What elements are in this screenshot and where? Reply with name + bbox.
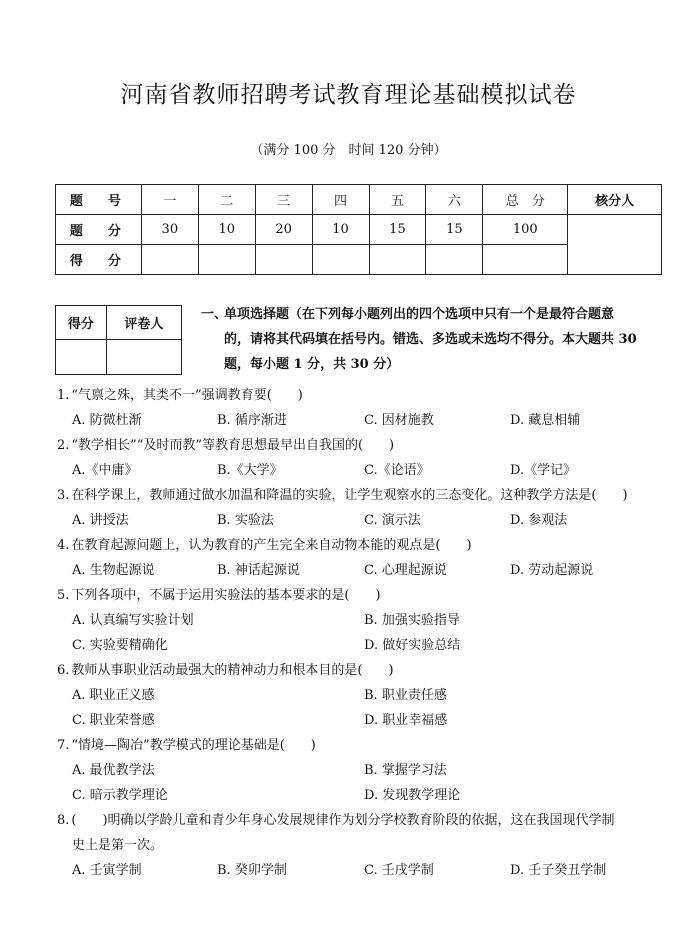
option-a[interactable]: A. 壬寅学制 <box>72 863 142 878</box>
column-header: 六 <box>426 185 483 215</box>
option-d[interactable]: D.《学记》 <box>510 463 577 478</box>
option-a[interactable]: A. 生物起源说 <box>72 563 155 578</box>
option-b[interactable]: B. 职业责任感 <box>364 688 447 703</box>
section-number: 一、 <box>201 307 228 322</box>
column-header: 四 <box>312 185 369 215</box>
grader-score-cell[interactable] <box>56 340 107 375</box>
row-label-points: 题 分 <box>56 215 142 245</box>
earned-cell[interactable] <box>312 245 369 275</box>
earned-cell[interactable] <box>369 245 426 275</box>
grader-reviewer-cell[interactable] <box>106 340 181 375</box>
question-stem: 4. 在教育起源问题上，认为教育的产生完全来自动物本能的观点是( ) <box>57 538 472 553</box>
points-cell: 30 <box>141 215 198 245</box>
option-b[interactable]: B. 掌握学习法 <box>364 763 447 778</box>
earned-cell[interactable] <box>426 245 483 275</box>
option-a[interactable]: A. 防微杜渐 <box>72 413 142 428</box>
option-b[interactable]: B. 神话起源说 <box>217 563 300 578</box>
option-c[interactable]: C. 心理起源说 <box>364 563 447 578</box>
option-d[interactable]: D. 壬子癸丑学制 <box>510 863 607 878</box>
option-c[interactable]: C. 实验要精确化 <box>72 638 168 653</box>
points-cell: 10 <box>312 215 369 245</box>
option-b[interactable]: B. 实验法 <box>217 513 274 528</box>
option-c[interactable]: C. 壬戌学制 <box>364 863 434 878</box>
option-d[interactable]: D. 做好实验总结 <box>364 638 461 653</box>
section-instructions-line-2: 的，请将其代码填在括号内。错选、多选或未选均不得分。本大题共 30 <box>224 332 637 347</box>
option-c[interactable]: C. 因材施教 <box>364 413 434 428</box>
row-label-question-number: 题 号 <box>56 185 142 215</box>
question-stem: 2. “教学相长”“及时而教”等教育思想最早出自我国的( ) <box>57 438 395 453</box>
column-header: 一 <box>141 185 198 215</box>
checker-header: 核分人 <box>568 185 662 215</box>
option-a[interactable]: A. 讲授法 <box>72 513 129 528</box>
option-b[interactable]: B. 癸卯学制 <box>217 863 287 878</box>
question-stem: 3. 在科学课上，教师通过做水加温和降温的实验，让学生观察水的三态变化。这种教学方法是( ) <box>57 488 628 503</box>
option-d[interactable]: D. 发现教学理论 <box>364 788 461 803</box>
row-label-earned: 得 分 <box>56 245 142 275</box>
grader-reviewer-label: 评卷人 <box>106 306 181 340</box>
grader-box <box>55 305 182 375</box>
checker-signature-cell[interactable] <box>568 215 662 275</box>
section-instructions-line-1: 单项选择题（在下列每小题列出的四个选项中只有一个是最符合题意 <box>224 307 615 322</box>
column-header: 二 <box>198 185 255 215</box>
question-stem: 6. 教师从事职业活动最强大的精神动力和根本目的是( ) <box>57 663 394 678</box>
option-b[interactable]: B. 循序渐进 <box>217 413 287 428</box>
option-c[interactable]: C. 演示法 <box>364 513 421 528</box>
points-cell: 15 <box>369 215 426 245</box>
question-stem: 5. 下列各项中，不属于运用实验法的基本要求的是( ) <box>57 588 381 603</box>
column-header: 五 <box>369 185 426 215</box>
earned-cell[interactable] <box>255 245 312 275</box>
score-table-row-header <box>56 185 662 215</box>
question-stem: 1. “气禀之殊，其类不一”强调教育要( ) <box>57 388 303 403</box>
points-cell: 20 <box>255 215 312 245</box>
exam-title: 河南省教师招聘考试教育理论基础模拟试卷 <box>120 82 577 108</box>
score-table-row-points <box>56 215 662 245</box>
column-header: 三 <box>255 185 312 215</box>
grader-score-label: 得分 <box>56 306 107 340</box>
points-cell-total: 100 <box>483 215 568 245</box>
option-a[interactable]: A.《中庸》 <box>72 463 138 478</box>
option-c[interactable]: C.《论语》 <box>364 463 430 478</box>
option-d[interactable]: D. 劳动起源说 <box>510 563 594 578</box>
question-stem-continuation: 史上是第一次。 <box>72 838 164 853</box>
option-d[interactable]: D. 参观法 <box>510 513 568 528</box>
option-b[interactable]: B.《大学》 <box>217 463 283 478</box>
option-d[interactable]: D. 职业幸福感 <box>364 713 448 728</box>
option-a[interactable]: A. 最优教学法 <box>72 763 155 778</box>
question-stem: 8. ( )明确以学龄儿童和青少年身心发展规律作为划分学校教育阶段的依据，这在我国现代学制 <box>57 813 615 828</box>
option-c[interactable]: C. 职业荣誉感 <box>72 713 155 728</box>
earned-cell-total[interactable] <box>483 245 568 275</box>
exam-subtitle: （满分 100 分 时间 120 分钟） <box>250 143 447 158</box>
column-header-total: 总 分 <box>483 185 568 215</box>
option-a[interactable]: A. 认真编写实验计划 <box>72 613 194 628</box>
option-b[interactable]: B. 加强实验指导 <box>364 613 460 628</box>
earned-cell[interactable] <box>141 245 198 275</box>
option-c[interactable]: C. 暗示教学理论 <box>72 788 168 803</box>
question-stem: 7. “情境—陶冶”教学模式的理论基础是( ) <box>57 738 316 753</box>
option-d[interactable]: D. 藏息相辅 <box>510 413 581 428</box>
section-1-heading <box>201 302 661 377</box>
points-cell: 10 <box>198 215 255 245</box>
section-instructions-line-3: 题，每小题 1 分，共 30 分） <box>224 357 400 372</box>
option-a[interactable]: A. 职业正义感 <box>72 688 155 703</box>
earned-cell[interactable] <box>198 245 255 275</box>
points-cell: 15 <box>426 215 483 245</box>
score-table <box>55 184 662 275</box>
